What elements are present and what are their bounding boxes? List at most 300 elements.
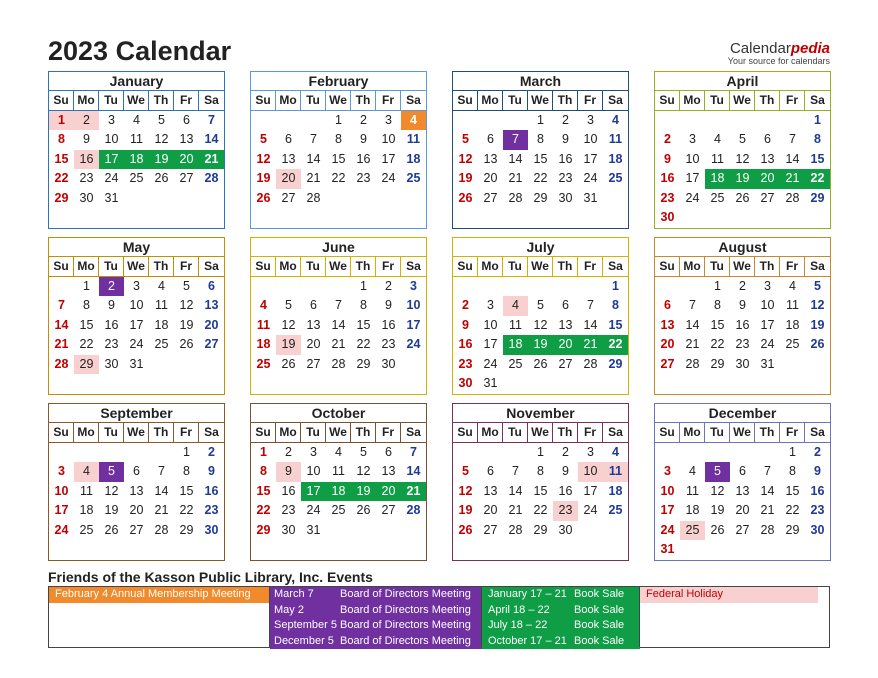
day-cell: 19 bbox=[149, 150, 174, 169]
day-cell: 1 bbox=[789, 445, 796, 459]
month-name: April bbox=[726, 73, 759, 89]
empty-day-cell bbox=[730, 111, 755, 130]
day-cell: 12 bbox=[710, 483, 725, 498]
day-cell: 14 bbox=[685, 317, 700, 332]
day-cell: 30 bbox=[79, 190, 94, 205]
weekday-header: Sa bbox=[406, 259, 421, 273]
day-cell: 4 bbox=[612, 113, 619, 127]
day-cell: 20 bbox=[276, 169, 301, 188]
weekday-header: Th bbox=[553, 423, 578, 442]
day-cell: 20 bbox=[376, 482, 401, 501]
day-cell: 11 bbox=[332, 464, 345, 479]
weekday-header-row bbox=[251, 256, 426, 277]
day-cell: 17 bbox=[406, 317, 421, 332]
weekday-header: Su bbox=[251, 91, 276, 110]
day-grid bbox=[453, 111, 628, 208]
weekday-header: Fr bbox=[376, 91, 401, 110]
day-cell: 12 bbox=[179, 298, 194, 313]
day-cell: 12 bbox=[154, 132, 169, 147]
board-date: September 5 bbox=[274, 619, 337, 631]
weekday-header: Mo bbox=[478, 423, 503, 442]
day-cell: 20 bbox=[204, 317, 219, 332]
legend-federal-column bbox=[639, 587, 829, 647]
day-cell: 27 bbox=[281, 190, 296, 205]
day-cell: 19 bbox=[730, 169, 755, 188]
day-cell: 25 bbox=[331, 503, 346, 518]
day-cell: 28 bbox=[760, 522, 775, 537]
day-cell: 11 bbox=[256, 317, 271, 332]
day-cell: 8 bbox=[183, 464, 190, 479]
day-cell: 18 bbox=[326, 482, 351, 501]
sale-date: October 17 – 21 bbox=[488, 634, 567, 647]
day-cell: 7 bbox=[335, 298, 342, 313]
events-legend bbox=[48, 586, 830, 648]
day-cell: 4 bbox=[335, 445, 342, 459]
month-name: February bbox=[308, 73, 369, 89]
day-cell: 1 bbox=[335, 113, 342, 127]
sale-label: Book Sale bbox=[574, 588, 625, 600]
month-name: December bbox=[708, 405, 777, 421]
weekday-header: Fr bbox=[780, 91, 805, 110]
day-cell: 29 bbox=[533, 522, 548, 537]
day-cell: 23 bbox=[104, 337, 119, 352]
day-cell: 15 bbox=[608, 317, 623, 332]
day-cell: 31 bbox=[129, 356, 144, 371]
weekday-header: Su bbox=[49, 91, 74, 110]
weekday-header: Sa bbox=[608, 425, 623, 439]
day-cell: 24 bbox=[685, 190, 700, 205]
day-cell: 11 bbox=[786, 298, 799, 313]
day-cell: 25 bbox=[154, 337, 169, 352]
day-cell: 18 bbox=[256, 337, 271, 352]
empty-day-cell bbox=[453, 277, 478, 296]
day-cell: 18 bbox=[608, 483, 623, 498]
legend-sale-row bbox=[482, 603, 640, 619]
weekday-header-row bbox=[49, 422, 224, 443]
empty-day-cell bbox=[124, 443, 149, 462]
weekday-header: Th bbox=[755, 257, 780, 276]
day-cell: 5 bbox=[260, 132, 267, 147]
day-cell: 26 bbox=[356, 503, 371, 518]
day-cell: 5 bbox=[739, 132, 746, 147]
day-cell: 25 bbox=[710, 190, 725, 205]
day-cell: 1 bbox=[537, 445, 544, 459]
day-cell: 16 bbox=[660, 171, 675, 186]
weekday-header: Tu bbox=[705, 91, 730, 110]
day-cell: 14 bbox=[331, 317, 346, 332]
day-cell: 21 bbox=[306, 171, 321, 186]
day-cell: 12 bbox=[281, 317, 296, 332]
day-cell: 16 bbox=[558, 151, 573, 166]
day-cell: 16 bbox=[204, 483, 219, 498]
day-grid bbox=[655, 111, 830, 227]
month-april bbox=[654, 71, 831, 229]
empty-day-cell bbox=[99, 443, 124, 462]
day-cell: 2 bbox=[814, 445, 821, 459]
day-cell: 12 bbox=[104, 483, 119, 498]
day-cell: 14 bbox=[508, 151, 523, 166]
day-cell: 24 bbox=[583, 171, 598, 186]
weekday-header-row bbox=[49, 90, 224, 111]
weekday-header: Tu bbox=[705, 423, 730, 442]
day-cell: 19 bbox=[810, 317, 825, 332]
day-cell: 13 bbox=[735, 483, 750, 498]
empty-day-cell bbox=[326, 277, 351, 296]
day-cell: 10 bbox=[760, 298, 775, 313]
day-cell: 17 bbox=[381, 151, 396, 166]
day-cell: 27 bbox=[735, 522, 750, 537]
day-cell: 15 bbox=[79, 317, 94, 332]
weekday-header: We bbox=[528, 257, 553, 276]
day-cell: 25 bbox=[406, 171, 421, 186]
day-cell: 7 bbox=[58, 298, 65, 313]
day-cell: 15 bbox=[785, 483, 800, 498]
day-cell: 25 bbox=[79, 522, 94, 537]
day-cell: 21 bbox=[508, 171, 523, 186]
weekday-header: Tu bbox=[301, 423, 326, 442]
day-cell: 18 bbox=[124, 150, 149, 169]
day-grid bbox=[49, 443, 224, 540]
day-cell: 14 bbox=[785, 151, 800, 166]
weekday-header-row bbox=[655, 422, 830, 443]
day-cell: 25 bbox=[129, 171, 144, 186]
day-cell: 22 bbox=[785, 503, 800, 518]
weekday-header: Tu bbox=[301, 257, 326, 276]
empty-day-cell bbox=[478, 111, 503, 130]
day-cell: 3 bbox=[487, 298, 494, 313]
day-cell: 5 bbox=[99, 462, 124, 481]
weekday-header: We bbox=[124, 423, 149, 442]
day-cell: 15 bbox=[179, 483, 194, 498]
day-cell: 27 bbox=[760, 190, 775, 205]
weekday-header: Fr bbox=[174, 257, 199, 276]
day-cell: 28 bbox=[306, 190, 321, 205]
weekday-header: Sa bbox=[204, 93, 219, 107]
empty-day-cell bbox=[503, 277, 528, 296]
month-name: May bbox=[122, 239, 151, 255]
weekday-header: Mo bbox=[276, 423, 301, 442]
empty-day-cell bbox=[301, 277, 326, 296]
day-cell: 19 bbox=[256, 171, 271, 186]
empty-day-cell bbox=[251, 111, 276, 130]
day-cell: 19 bbox=[104, 503, 119, 518]
day-cell: 15 bbox=[533, 151, 548, 166]
day-cell: 29 bbox=[710, 356, 725, 371]
day-cell: 12 bbox=[256, 151, 271, 166]
sale-date: April 18 – 22 bbox=[488, 603, 550, 616]
day-cell: 10 bbox=[54, 483, 69, 498]
day-cell: 23 bbox=[558, 171, 573, 186]
day-cell: 25 bbox=[608, 503, 623, 518]
day-cell: 7 bbox=[208, 113, 215, 127]
day-cell: 26 bbox=[710, 522, 725, 537]
day-cell: 28 bbox=[406, 503, 421, 518]
day-cell: 13 bbox=[179, 132, 194, 147]
day-cell: 7 bbox=[310, 132, 317, 147]
day-cell: 13 bbox=[483, 483, 498, 498]
day-cell: 22 bbox=[54, 171, 69, 186]
day-cell: 7 bbox=[689, 298, 696, 313]
empty-day-cell bbox=[276, 111, 301, 130]
month-name: October bbox=[311, 405, 366, 421]
empty-day-cell bbox=[655, 277, 680, 296]
day-cell: 4 bbox=[714, 132, 721, 147]
legend-sale-row bbox=[482, 618, 640, 634]
board-label: Board of Directors Meeting bbox=[340, 588, 471, 600]
calendarpedia-logo bbox=[728, 40, 830, 66]
day-cell: 7 bbox=[587, 298, 594, 313]
day-cell: 15 bbox=[331, 151, 346, 166]
empty-day-cell bbox=[478, 443, 503, 462]
day-cell: 2 bbox=[360, 113, 367, 127]
day-cell: 10 bbox=[406, 298, 421, 313]
empty-day-cell bbox=[276, 277, 301, 296]
month-february bbox=[250, 71, 427, 229]
day-cell: 3 bbox=[385, 113, 392, 127]
day-cell: 4 bbox=[612, 445, 619, 459]
day-cell: 7 bbox=[503, 130, 528, 149]
weekday-header: Su bbox=[49, 423, 74, 442]
day-cell: 21 bbox=[154, 503, 169, 518]
day-cell: 22 bbox=[805, 169, 830, 188]
day-cell: 10 bbox=[660, 483, 675, 498]
weekday-header: Mo bbox=[478, 91, 503, 110]
day-cell: 28 bbox=[583, 356, 598, 371]
day-cell: 6 bbox=[487, 132, 494, 147]
day-cell: 14 bbox=[154, 483, 169, 498]
day-cell: 11 bbox=[608, 132, 623, 147]
day-cell: 10 bbox=[578, 462, 603, 481]
day-cell: 19 bbox=[351, 482, 376, 501]
day-cell: 12 bbox=[810, 298, 825, 313]
weekday-header: We bbox=[326, 91, 351, 110]
weekday-header: Mo bbox=[74, 423, 99, 442]
day-grid bbox=[49, 111, 224, 208]
day-cell: 17 bbox=[99, 150, 124, 169]
day-cell: 18 bbox=[79, 503, 94, 518]
day-cell: 11 bbox=[155, 298, 168, 313]
empty-day-cell bbox=[49, 443, 74, 462]
day-cell: 22 bbox=[533, 171, 548, 186]
sale-label: Book Sale bbox=[574, 634, 625, 647]
day-cell: 27 bbox=[179, 171, 194, 186]
day-cell: 5 bbox=[814, 279, 821, 293]
day-cell: 28 bbox=[508, 522, 523, 537]
day-cell: 17 bbox=[54, 503, 69, 518]
weekday-header: Tu bbox=[503, 257, 528, 276]
legend-board-column bbox=[269, 587, 482, 647]
day-cell: 2 bbox=[739, 279, 746, 293]
day-cell: 28 bbox=[331, 356, 346, 371]
day-cell: 6 bbox=[183, 113, 190, 127]
legend-annual-column bbox=[49, 587, 269, 647]
day-cell: 3 bbox=[664, 464, 671, 479]
day-cell: 28 bbox=[54, 356, 69, 371]
weekday-header: Tu bbox=[99, 257, 124, 276]
day-cell: 11 bbox=[509, 317, 522, 332]
weekday-header: Su bbox=[453, 91, 478, 110]
weekday-header: Th bbox=[553, 91, 578, 110]
day-cell: 21 bbox=[685, 337, 700, 352]
weekday-header-row bbox=[251, 422, 426, 443]
day-cell: 16 bbox=[74, 150, 99, 169]
day-cell: 12 bbox=[458, 483, 473, 498]
weekday-header: Tu bbox=[99, 423, 124, 442]
day-cell: 20 bbox=[174, 150, 199, 169]
day-cell: 2 bbox=[285, 445, 292, 459]
day-cell: 8 bbox=[714, 298, 721, 313]
weekday-header: Su bbox=[49, 257, 74, 276]
day-cell: 30 bbox=[381, 356, 396, 371]
empty-day-cell bbox=[680, 443, 705, 462]
day-cell: 9 bbox=[814, 464, 821, 479]
day-cell: 17 bbox=[483, 337, 498, 352]
day-cell: 15 bbox=[356, 317, 371, 332]
board-date: December 5 bbox=[274, 634, 334, 647]
day-cell: 5 bbox=[705, 462, 730, 481]
day-cell: 6 bbox=[487, 464, 494, 479]
day-cell: 5 bbox=[462, 132, 469, 147]
legend-board-row bbox=[270, 618, 482, 634]
day-cell: 10 bbox=[306, 464, 321, 479]
day-cell: 22 bbox=[79, 337, 94, 352]
empty-day-cell bbox=[251, 277, 276, 296]
day-cell: 3 bbox=[587, 113, 594, 127]
day-cell: 12 bbox=[458, 151, 473, 166]
day-cell: 13 bbox=[660, 317, 675, 332]
brand-name-b: pedia bbox=[790, 40, 830, 57]
day-cell: 14 bbox=[306, 151, 321, 166]
day-cell: 5 bbox=[285, 298, 292, 313]
day-cell: 16 bbox=[558, 483, 573, 498]
weekday-header: Sa bbox=[406, 425, 421, 439]
day-cell: 28 bbox=[204, 171, 219, 186]
day-cell: 29 bbox=[533, 190, 548, 205]
day-cell: 10 bbox=[381, 132, 396, 147]
weekday-header: Su bbox=[251, 423, 276, 442]
month-september bbox=[48, 403, 225, 561]
day-cell: 1 bbox=[183, 445, 190, 459]
month-december bbox=[654, 403, 831, 561]
day-cell: 11 bbox=[603, 462, 628, 481]
empty-day-cell bbox=[553, 277, 578, 296]
day-cell: 8 bbox=[83, 298, 90, 313]
day-cell: 22 bbox=[356, 337, 371, 352]
day-cell: 6 bbox=[208, 279, 215, 293]
day-cell: 26 bbox=[256, 190, 271, 205]
day-grid bbox=[655, 443, 830, 559]
day-cell: 29 bbox=[74, 355, 99, 374]
day-cell: 23 bbox=[553, 501, 578, 520]
weekday-header: Mo bbox=[74, 91, 99, 110]
sale-date: January 17 – 21 bbox=[488, 588, 567, 600]
day-cell: 20 bbox=[755, 169, 780, 188]
empty-day-cell bbox=[755, 443, 780, 462]
day-cell: 21 bbox=[199, 150, 224, 169]
weekday-header: Su bbox=[655, 423, 680, 442]
month-name: March bbox=[519, 73, 562, 89]
weekday-header: Sa bbox=[810, 93, 825, 107]
day-cell: 26 bbox=[810, 337, 825, 352]
month-may bbox=[48, 237, 225, 395]
day-cell: 9 bbox=[739, 298, 746, 313]
day-grid bbox=[453, 443, 628, 540]
day-cell: 24 bbox=[483, 356, 498, 371]
weekday-header-row bbox=[655, 256, 830, 277]
empty-day-cell bbox=[528, 277, 553, 296]
day-cell: 28 bbox=[685, 356, 700, 371]
day-cell: 22 bbox=[256, 503, 271, 518]
day-cell: 15 bbox=[533, 483, 548, 498]
day-cell: 27 bbox=[306, 356, 321, 371]
day-cell: 6 bbox=[285, 132, 292, 147]
weekday-header: We bbox=[326, 257, 351, 276]
weekday-header: We bbox=[730, 257, 755, 276]
day-cell: 3 bbox=[108, 113, 115, 127]
day-cell: 13 bbox=[204, 298, 219, 313]
legend-board-row bbox=[270, 634, 482, 650]
month-name: June bbox=[322, 239, 355, 255]
day-cell: 23 bbox=[660, 190, 675, 205]
day-cell: 12 bbox=[735, 151, 750, 166]
day-cell: 18 bbox=[154, 317, 169, 332]
day-cell: 6 bbox=[739, 464, 746, 479]
day-cell: 30 bbox=[204, 522, 219, 537]
day-cell: 21 bbox=[780, 169, 805, 188]
day-cell: 3 bbox=[587, 445, 594, 459]
day-cell: 5 bbox=[158, 113, 165, 127]
day-cell: 25 bbox=[256, 356, 271, 371]
day-cell: 26 bbox=[458, 522, 473, 537]
day-cell: 10 bbox=[583, 132, 598, 147]
day-cell: 19 bbox=[528, 335, 553, 354]
weekday-header: Tu bbox=[503, 91, 528, 110]
day-cell: 7 bbox=[158, 464, 165, 479]
empty-day-cell bbox=[478, 277, 503, 296]
day-cell: 21 bbox=[760, 503, 775, 518]
day-cell: 2 bbox=[99, 277, 124, 296]
day-cell: 5 bbox=[537, 298, 544, 313]
weekday-header: Tu bbox=[705, 257, 730, 276]
day-cell: 15 bbox=[54, 151, 69, 166]
day-cell: 30 bbox=[281, 522, 296, 537]
legend-board-row bbox=[270, 587, 482, 603]
day-cell: 31 bbox=[104, 190, 119, 205]
day-cell: 9 bbox=[562, 132, 569, 147]
day-cell: 20 bbox=[483, 171, 498, 186]
day-cell: 22 bbox=[331, 171, 346, 186]
weekday-header: Mo bbox=[680, 257, 705, 276]
day-cell: 17 bbox=[583, 483, 598, 498]
day-cell: 23 bbox=[281, 503, 296, 518]
weekday-header: Sa bbox=[406, 93, 421, 107]
weekday-header: We bbox=[124, 91, 149, 110]
day-cell: 6 bbox=[562, 298, 569, 313]
empty-day-cell bbox=[680, 277, 705, 296]
weekday-header-row bbox=[453, 422, 628, 443]
day-cell: 27 bbox=[129, 522, 144, 537]
day-cell: 2 bbox=[462, 298, 469, 313]
day-cell: 14 bbox=[54, 317, 69, 332]
weekday-header: We bbox=[528, 91, 553, 110]
day-cell: 26 bbox=[735, 190, 750, 205]
day-cell: 30 bbox=[810, 522, 825, 537]
day-cell: 6 bbox=[385, 445, 392, 459]
day-cell: 21 bbox=[401, 482, 426, 501]
day-cell: 18 bbox=[685, 503, 700, 518]
empty-day-cell bbox=[730, 443, 755, 462]
day-cell: 29 bbox=[785, 522, 800, 537]
